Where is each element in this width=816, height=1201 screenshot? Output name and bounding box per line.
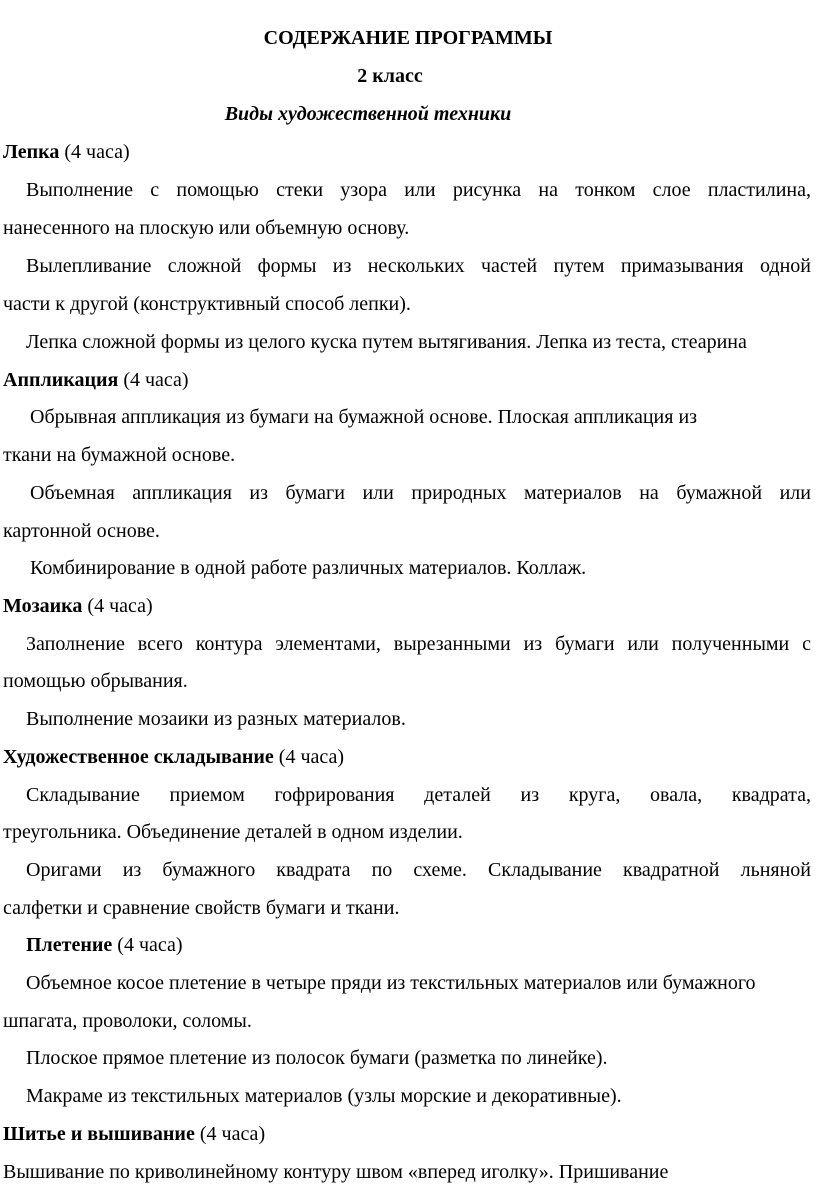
section-heading-shitye xyxy=(3,1122,265,1146)
paragraph-line: Объемная аппликация из бумаги или природных материалов на бумажной или xyxy=(30,482,811,504)
paragraph-line: части к другой (конструктивный способ лепки). xyxy=(3,293,411,315)
section-name: Лепка xyxy=(3,141,60,163)
paragraph-line: Вылепливание сложной формы из нескольких частей путем примазывания одной xyxy=(26,255,811,277)
section-hours: (4 часа) xyxy=(199,1123,266,1145)
paragraph-line: салфетки и сравнение свойств бумаги и ткани. xyxy=(3,897,400,919)
paragraph-line: Вышивание по криволинейному контуру швом «вперед иголку». Пришивание xyxy=(3,1161,669,1183)
section-hours: (4 часа) xyxy=(87,595,153,617)
paragraph-line: Объемное косое плетение в четыре пряди из текстильных материалов или бумажного xyxy=(26,972,756,994)
section-heading-pletenie xyxy=(26,933,183,957)
section-heading-skladyvanie xyxy=(3,745,344,769)
section-name: Шитье и вышивание xyxy=(3,1123,195,1145)
page-title: СОДЕРЖАНИЕ ПРОГРАММЫ xyxy=(263,27,553,49)
section-name: Художественное складывание xyxy=(3,746,274,768)
paragraph-line: Комбинирование в одной работе различных материалов. Коллаж. xyxy=(30,557,587,579)
section-hours: (4 часа) xyxy=(278,746,345,768)
paragraph-line: Заполнение всего контура элементами, вырезанными из бумаги или полученными с xyxy=(26,633,811,655)
paragraph-line: картонной основе. xyxy=(3,520,160,542)
section-hours: (4 часа) xyxy=(117,934,183,956)
paragraph-line: Лепка сложной формы из целого куска путем вытягивания. Лепка из теста, стеарина xyxy=(26,331,747,353)
paragraph-line: шпагата, проволоки, соломы. xyxy=(3,1010,252,1032)
section-heading-lepka xyxy=(3,140,130,164)
section-hours: (4 часа) xyxy=(64,141,130,163)
paragraph-line: Складывание приемом гофрирования деталей из круга, овала, квадрата, xyxy=(26,784,811,806)
paragraph-line: Плоское прямое плетение из полосок бумаги (разметка по линейке). xyxy=(26,1047,608,1069)
section-name: Мозаика xyxy=(3,595,83,617)
grade-label: 2 класс xyxy=(357,65,423,87)
section-heading-mozaika xyxy=(3,594,153,618)
section-heading-applikatsiya xyxy=(3,368,189,392)
paragraph-line: нанесенного на плоскую или объемную основу. xyxy=(3,217,410,239)
paragraph-line: треугольника. Объединение деталей в одном изделии. xyxy=(3,821,463,843)
paragraph-line: Оригами из бумажного квадрата по схеме. Складывание квадратной льняной xyxy=(26,859,811,881)
section-hours: (4 часа) xyxy=(123,369,189,391)
paragraph-line: Макраме из текстильных материалов (узлы морские и декоративные). xyxy=(26,1085,622,1107)
page-subtitle: Виды художественной техники xyxy=(224,103,512,125)
section-name: Аппликация xyxy=(3,369,119,391)
paragraph-line: Обрывная аппликация из бумаги на бумажной основе. Плоская аппликация из xyxy=(30,406,698,428)
paragraph-line: помощью обрывания. xyxy=(3,670,188,692)
paragraph-line: Выполнение мозаики из разных материалов. xyxy=(26,708,406,730)
paragraph-line: Выполнение с помощью стеки узора или рисунка на тонком слое пластилина, xyxy=(26,179,811,201)
section-name: Плетение xyxy=(26,934,113,956)
paragraph-line: ткани на бумажной основе. xyxy=(3,444,236,466)
